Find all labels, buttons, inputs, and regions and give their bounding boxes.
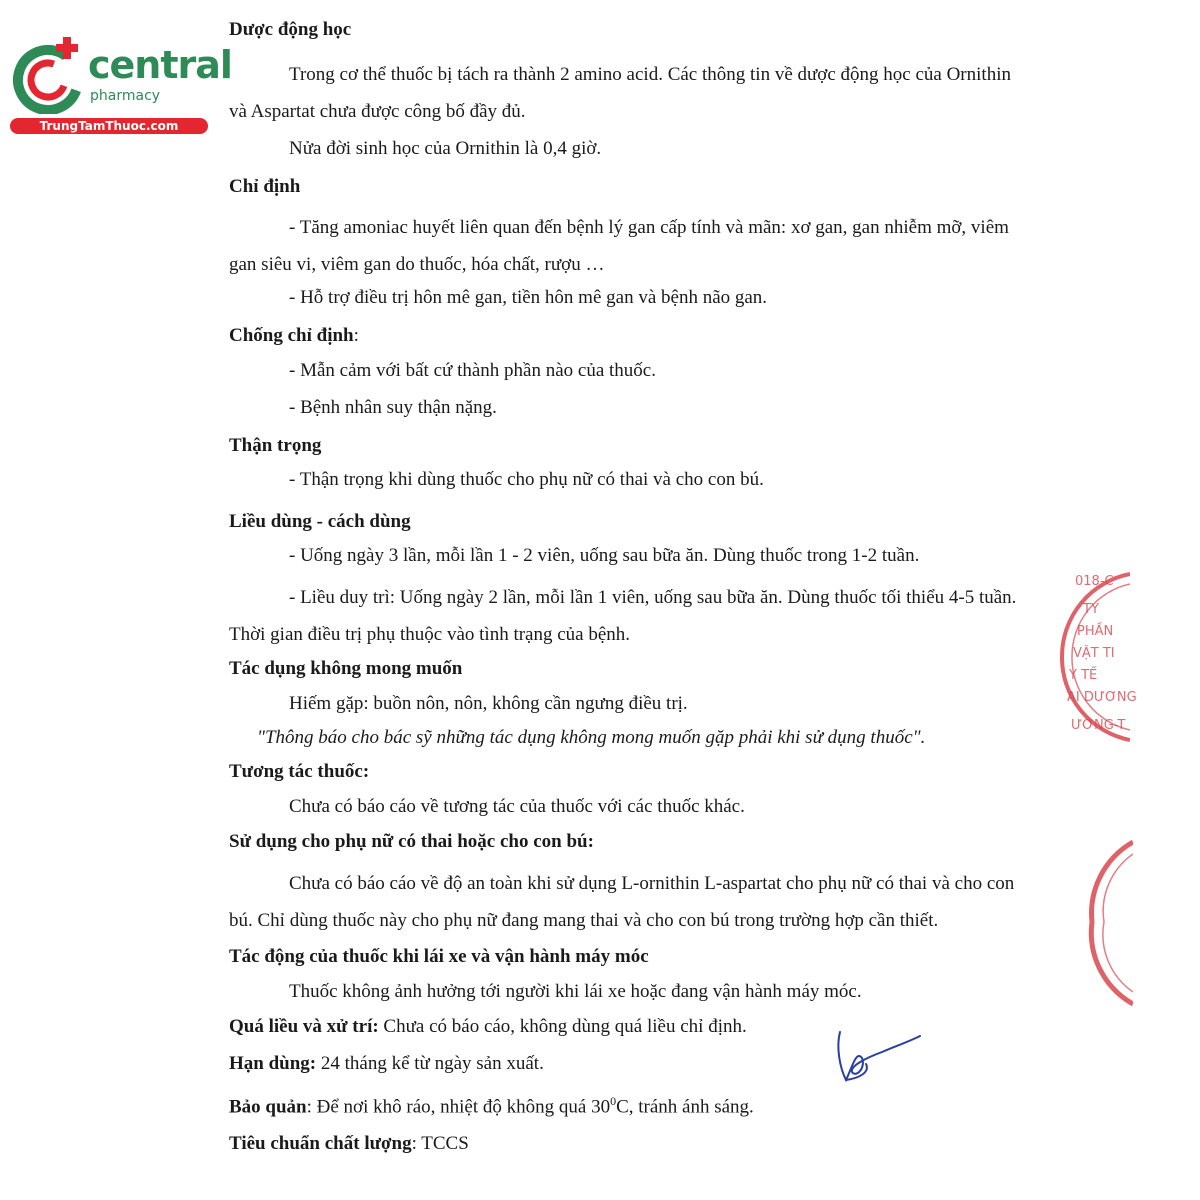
- expiry-text: 24 tháng kể từ ngày sản xuất.: [316, 1053, 544, 1074]
- heading-interactions: Tương tác thuốc:: [229, 761, 370, 782]
- seal-text-line: TY: [1083, 602, 1099, 617]
- side-effects-notice: "Thông báo cho bác sỹ những tác dụng không mong muốn gặp phải khi sử dụng thuốc".: [257, 727, 926, 748]
- heading-side-effects: Tác dụng không mong muốn: [229, 658, 463, 679]
- heading-colon: :: [353, 325, 359, 346]
- heading-pharmacokinetics: Dược động học: [229, 19, 352, 40]
- seal-text-line: AI DƯƠNG: [1067, 690, 1137, 705]
- seal-text-line: PHẦN: [1077, 624, 1114, 639]
- heading-indications: Chỉ định: [229, 176, 301, 197]
- logo-mark-icon: [8, 34, 88, 114]
- paragraph: Thuốc không ảnh hưởng tới người khi lái xe hoặc đang vận hành máy móc.: [289, 981, 862, 1002]
- seal-icon: [1088, 838, 1133, 1008]
- storage-line: [229, 1089, 1029, 1119]
- expiry-label: Hạn dùng:: [229, 1053, 317, 1074]
- signature: [826, 1028, 922, 1088]
- heading-driving: Tác động của thuốc khi lái xe và vận hành máy móc: [229, 946, 649, 967]
- paragraph: - Mẫn cảm với bất cứ thành phần nào của thuốc.: [289, 360, 656, 381]
- brand-name: central: [88, 43, 232, 87]
- standard-line: [229, 1132, 1029, 1156]
- storage-label: Bảo quản: [229, 1096, 307, 1118]
- brand-sub: pharmacy: [90, 88, 161, 104]
- seal-text-line: ƯƠNG-T: [1071, 718, 1126, 733]
- paragraph: Nửa đời sinh học của Ornithin là 0,4 giờ.: [289, 138, 602, 159]
- standard-label: Tiêu chuẩn chất lượng: [229, 1133, 412, 1155]
- paragraph: - Thận trọng khi dùng thuốc cho phụ nữ có thai và cho con bú.: [289, 469, 764, 490]
- overdose-text: Chưa có báo cáo, không dùng quá liều chỉ định.: [378, 1016, 747, 1037]
- paragraph: - Liều duy trì: Uống ngày 2 lần, mỗi lần 1 viên, uống sau bữa ăn. Dùng thuốc tối thiểu 4-5 tuần. Thời gian điều trị phụ thuộc vào tình trạng của bệnh.: [229, 587, 1017, 645]
- overdose-label: Quá liều và xử trí:: [229, 1016, 379, 1037]
- paragraph: - Hỗ trợ điều trị hôn mê gan, tiền hôn mê gan và bệnh não gan.: [289, 287, 768, 308]
- paragraph: - Bệnh nhân suy thận nặng.: [289, 397, 497, 418]
- red-seal-stamp-2: [1088, 838, 1133, 1008]
- storage-text-a: : Để nơi khô ráo, nhiệt độ không quá 30: [306, 1096, 611, 1118]
- document-body: [229, 18, 1029, 1156]
- brand-site-bar: TrungTamThuoc.com: [10, 118, 208, 134]
- heading-contraindications: [229, 324, 1029, 348]
- seal-text-line: 018-C: [1075, 574, 1114, 589]
- paragraph: Hiếm gặp: buồn nôn, nôn, không cần ngưng điều trị.: [289, 693, 688, 714]
- heading-pregnancy: Sử dụng cho phụ nữ có thai hoặc cho con bú:: [229, 831, 594, 852]
- storage-sup: 0: [610, 1094, 617, 1108]
- central-pharmacy-logo: [8, 34, 232, 136]
- seal-text-line: VẬT TI: [1073, 646, 1115, 661]
- seal-text-line: Y TẾ: [1069, 668, 1098, 683]
- paragraph: - Uống ngày 3 lần, mỗi lần 1 - 2 viên, uống sau bữa ăn. Dùng thuốc trong 1-2 tuần.: [289, 545, 920, 566]
- paragraph: Trong cơ thể thuốc bị tách ra thành 2 amino acid. Các thông tin về dược động học của Ornithin và Aspartat chưa được công bố đầy đủ.: [229, 64, 1011, 122]
- heading-dosage: Liều dùng - cách dùng: [229, 511, 411, 532]
- standard-text: : TCCS: [411, 1133, 469, 1155]
- paragraph: Chưa có báo cáo về độ an toàn khi sử dụng L-ornithin L-aspartat cho phụ nữ có thai và cho con bú. Chỉ dùng thuốc này cho phụ nữ đang mang thai và cho con bú trong trường hợp cần thiết.: [229, 873, 1015, 931]
- heading-text: Chống chỉ định: [229, 325, 354, 346]
- storage-text-b: C, tránh ánh sáng.: [616, 1096, 754, 1118]
- heading-caution: Thận trọng: [229, 435, 322, 456]
- paragraph: Chưa có báo cáo về tương tác của thuốc với các thuốc khác.: [289, 796, 745, 817]
- paragraph: - Tăng amoniac huyết liên quan đến bệnh lý gan cấp tính và mãn: xơ gan, gan nhiễm mỡ, viêm gan siêu vi, viêm gan do thuốc, hóa chất, rượu …: [229, 217, 1009, 275]
